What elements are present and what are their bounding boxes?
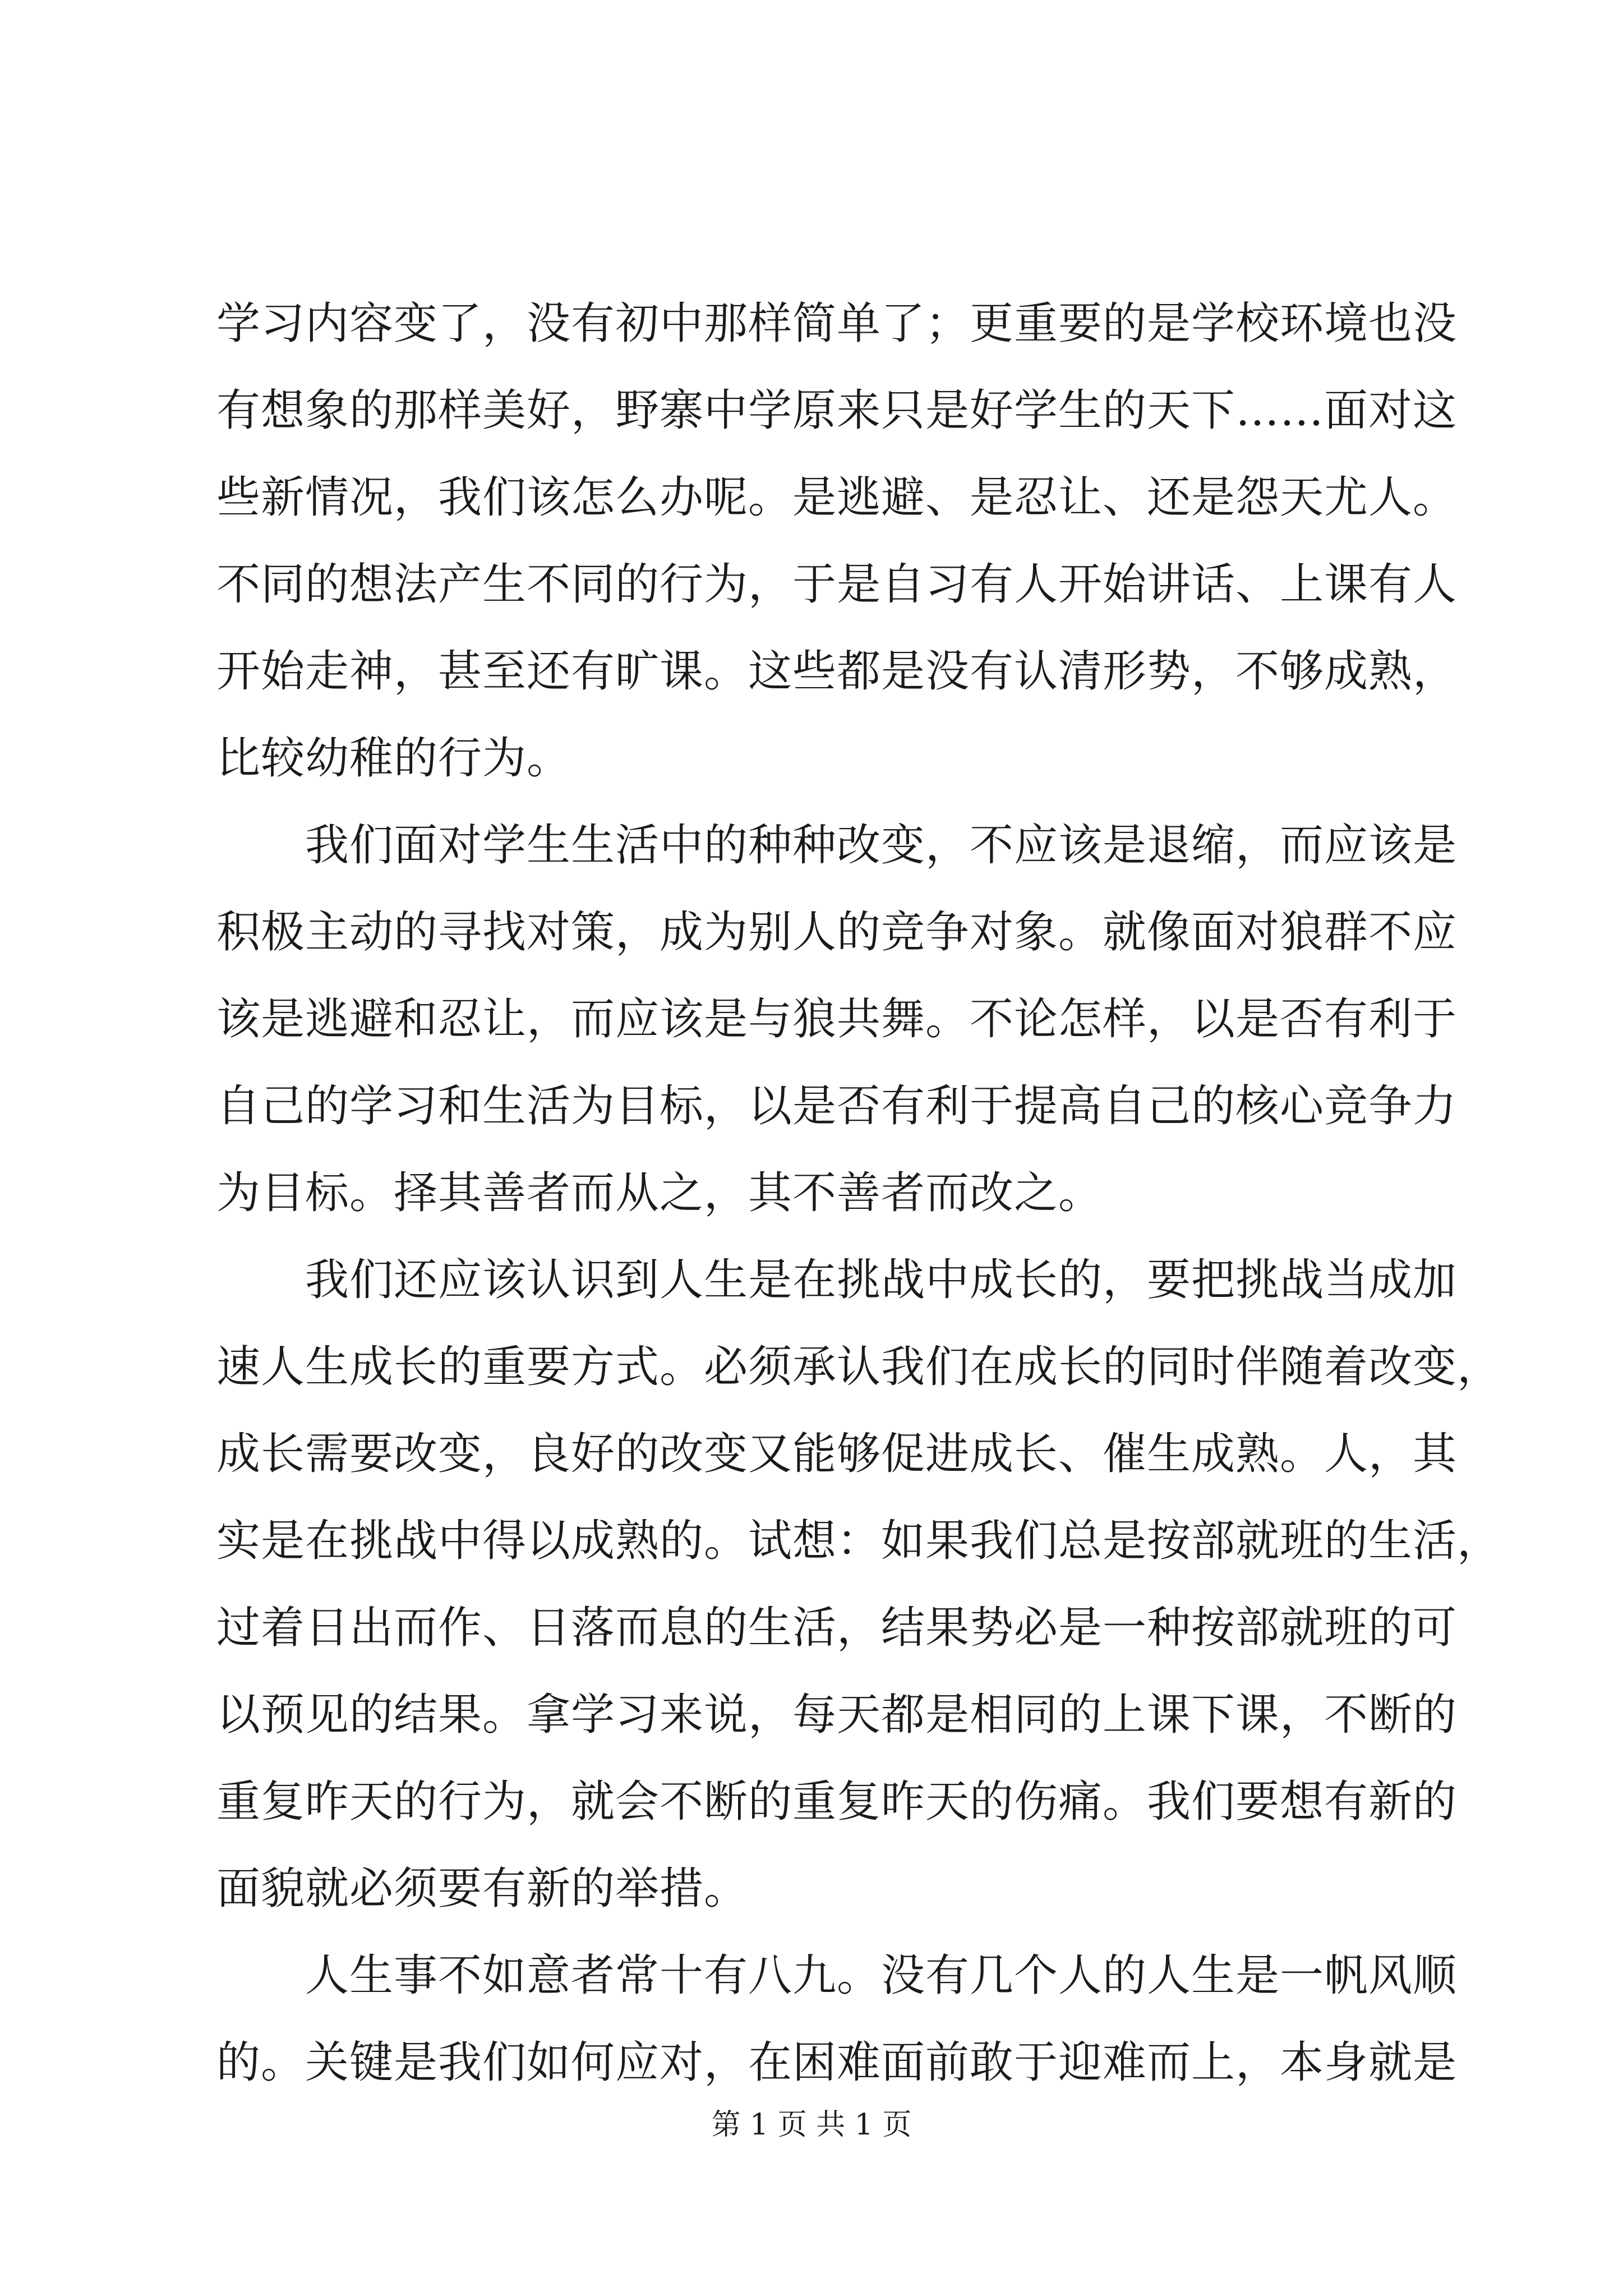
text-line: 积极主动的寻找对策，成为别人的竞争对象。就像面对狼群不应 [216,907,1458,958]
text-line: 过着日出而作、日落而息的生活，结果势必是一种按部就班的可 [216,1603,1458,1653]
text-line: 不同的想法产生不同的行为，于是自习有人开始讲话、上课有人 [216,559,1458,610]
text-line: 面貌就必须要有新的举措。 [216,1864,749,1914]
page-number-label: 第 1 页 共 1 页 [711,2108,912,2142]
text-line: 自己的学习和生活为目标，以是否有利于提高自己的核心竞争力 [216,1081,1458,1131]
text-line: 我们面对学生生活中的种种改变，不应该是退缩，而应该是 [216,820,1458,871]
text-line: 该是逃避和忍让，而应该是与狼共舞。不论怎样，以是否有利于 [216,994,1458,1045]
text-line: 重复昨天的行为，就会不断的重复昨天的伤痛。我们要想有新的 [216,1777,1458,1827]
document-body [216,280,1502,2106]
text-line: 我们还应该认识到人生是在挑战中成长的，要把挑战当成加 [216,1255,1458,1305]
text-line: 的。关键是我们如何应对，在困难面前敢于迎难而上，本身就是 [216,2037,1458,2088]
text-line: 开始走神，甚至还有旷课。这些都是没有认清形势，不够成熟， [216,646,1458,697]
text-line: 比较幼稚的行为。 [216,733,571,784]
page-footer [0,2101,1623,2143]
text-line: 为目标。择其善者而从之，其不善者而改之。 [216,1168,1103,1218]
text-line: 有想象的那样美好，野寨中学原来只是好学生的天下……面对这 [216,385,1458,436]
text-line: 些新情况，我们该怎么办呢。是逃避、是忍让、还是怨天尤人。 [216,472,1458,523]
text-line: 速人生成长的重要方式。必须承认我们在成长的同时伴随着改变， [216,1342,1502,1392]
text-line: 以预见的结果。拿学习来说，每天都是相同的上课下课，不断的 [216,1690,1458,1740]
text-line: 成长需要改变，良好的改变又能够促进成长、催生成熟。人，其 [216,1429,1458,1479]
text-line: 人生事不如意者常十有八九。没有几个人的人生是一帆风顺 [216,1950,1458,2001]
text-line: 实是在挑战中得以成熟的。试想：如果我们总是按部就班的生活， [216,1516,1502,1566]
text-line: 学习内容变了，没有初中那样简单了；更重要的是学校环境也没 [216,298,1458,349]
